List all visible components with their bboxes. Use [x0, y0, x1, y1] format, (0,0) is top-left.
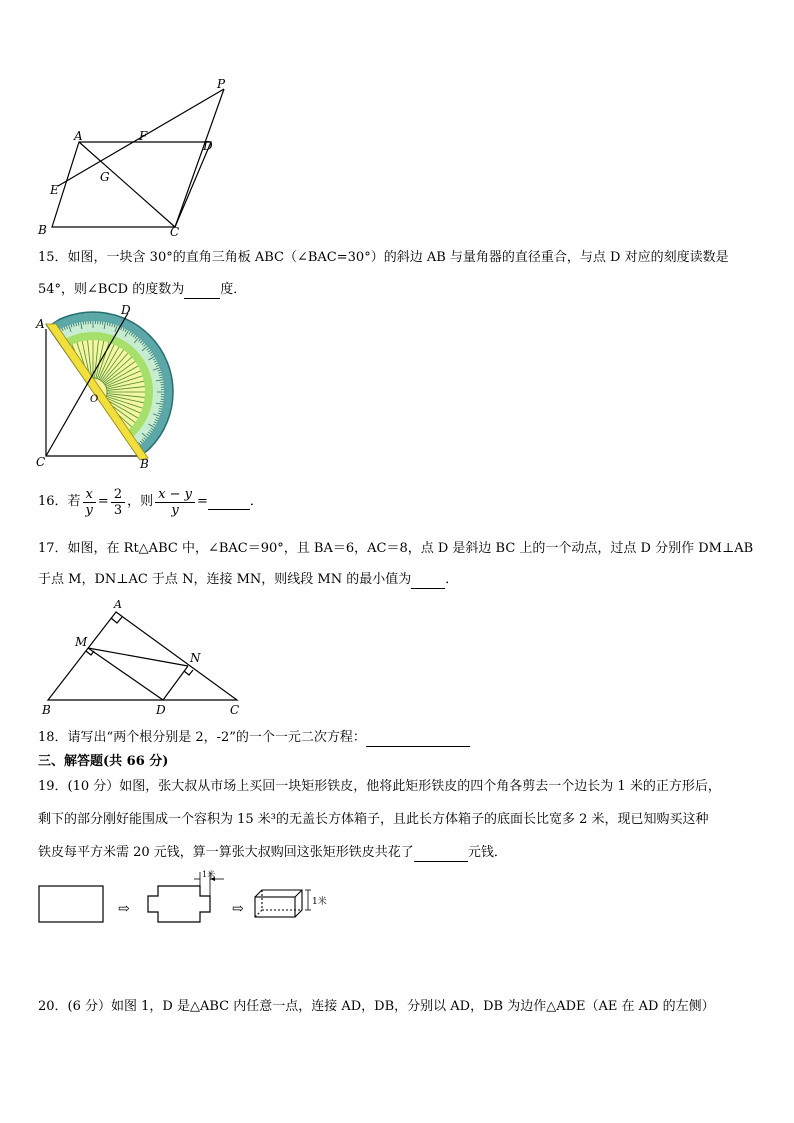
label-c: C	[170, 225, 180, 238]
label-p: P	[217, 77, 226, 91]
label-b: B	[42, 703, 51, 717]
q18-answer-blank[interactable]	[366, 732, 470, 747]
q17-answer-blank[interactable]	[411, 574, 445, 589]
arrow-icon: ⇨	[232, 901, 244, 917]
q15-line-2	[38, 281, 246, 299]
label-g: G	[100, 170, 110, 184]
q16-num: 16．若	[38, 494, 81, 509]
figure-right-triangle	[36, 596, 246, 720]
q16-then: ，则	[127, 494, 154, 509]
q18-text: 18．请写出“两个根分别是 2，-2”的一个一元二次方程：	[38, 730, 366, 745]
arrow-icon: ⇨	[118, 901, 130, 917]
label-a: A	[74, 129, 83, 143]
label-a: A	[36, 317, 45, 331]
label-c: C	[36, 455, 46, 469]
label-c: C	[230, 703, 240, 717]
frac-denominator: y	[171, 502, 179, 518]
q15-text-pre: 54°，则∠BCD 的度数为	[38, 282, 185, 297]
q20-line: 20．(6 分）如图 1，D 是△ABC 内任意一点，连接 AD，DB，分别以 AD，DB 为边作△ADE（AE 在 AD 的左侧）	[38, 999, 715, 1014]
segment-dm	[88, 648, 163, 700]
q19-line-2: 剩下的部分刚好能围成一个容积为 15 米³的无盖长方体箱子，且此长方体箱子的底面长比宽多 2 米，现已知购买这种	[38, 812, 709, 827]
fraction-x-over-y	[83, 487, 96, 518]
label-a: A	[114, 598, 122, 611]
figure-parallelogram	[36, 72, 236, 238]
frac-numerator: 2	[111, 487, 125, 503]
q16-eq2: =	[196, 494, 208, 509]
q15-text-post: 度．	[220, 282, 247, 297]
frac-denominator: y	[85, 502, 93, 518]
q17-line-1: 17．如图，在 Rt△ABC 中，∠BAC＝90°，且 BA＝6，AC＝8，点 D 是斜边 BC 上的一个动点，过点 D 分别作 DM⊥AB	[38, 541, 754, 556]
q18-line	[38, 729, 470, 747]
label-e: E	[50, 183, 59, 197]
fraction-2-over-3	[111, 487, 125, 518]
meter-label-top: 1米	[202, 870, 216, 879]
label-d: D	[156, 703, 166, 717]
meter-label-height: 1米	[312, 897, 327, 907]
fraction-x-minus-y-over-y	[155, 487, 195, 518]
frac-numerator: x − y	[155, 487, 195, 503]
right-angle-n	[184, 670, 193, 675]
q19-text-post: 元钱．	[467, 845, 507, 860]
label-d: D	[121, 303, 131, 317]
q16-eq: =	[97, 494, 109, 509]
frac-numerator: x	[83, 487, 96, 503]
q19-line-1: 19．(10 分）如图，张大叔从市场上买回一块矩形铁皮，他将此矩形铁皮的四个角各剪去一个边长为 1 米的正方形后，	[38, 779, 721, 794]
label-o: O	[90, 394, 99, 405]
q17-line-2	[38, 571, 458, 589]
open-box	[255, 890, 302, 917]
label-m: M	[75, 635, 88, 649]
label-f: F	[139, 129, 148, 143]
q16-end: ．	[249, 494, 263, 509]
q19-answer-blank[interactable]	[414, 847, 468, 862]
q16-line	[38, 484, 263, 520]
q16-answer-blank[interactable]	[208, 495, 250, 510]
triangle-abc	[48, 612, 237, 700]
parallelogram-abcd	[52, 142, 211, 227]
q19-text-pre: 铁皮每平方米需 20 元钱，算一算张大叔购回这张矩形铁皮共花了	[38, 845, 414, 860]
diagonal-ac	[79, 142, 175, 227]
figure-box-steps	[34, 868, 344, 928]
label-b: B	[38, 223, 47, 237]
right-angle-a	[111, 617, 122, 623]
q15-answer-blank[interactable]	[184, 284, 220, 299]
q19-line-3	[38, 844, 507, 862]
label-d: D	[203, 139, 213, 153]
line-cp	[175, 89, 224, 227]
label-n: N	[190, 651, 201, 665]
cut-sheet	[148, 886, 210, 922]
segment-mn	[88, 648, 188, 666]
label-b: B	[140, 457, 149, 471]
figure-protractor	[34, 302, 184, 474]
q17-text-pre: 于点 M，DN⊥AC 于点 N，连接 MN，则线段 MN 的最小值为	[38, 572, 412, 587]
section-title: 三、解答题(共 66 分)	[38, 754, 169, 769]
q17-text-post: ．	[445, 572, 459, 587]
q15-line-1: 15．如图，一块含 30°的直角三角板 ABC（∠BAC=30°）的斜边 AB 与量角器的直径重合，与点 D 对应的刻度读数是	[38, 250, 729, 265]
sheet-rectangle	[39, 886, 103, 922]
frac-denominator: 3	[113, 502, 123, 518]
